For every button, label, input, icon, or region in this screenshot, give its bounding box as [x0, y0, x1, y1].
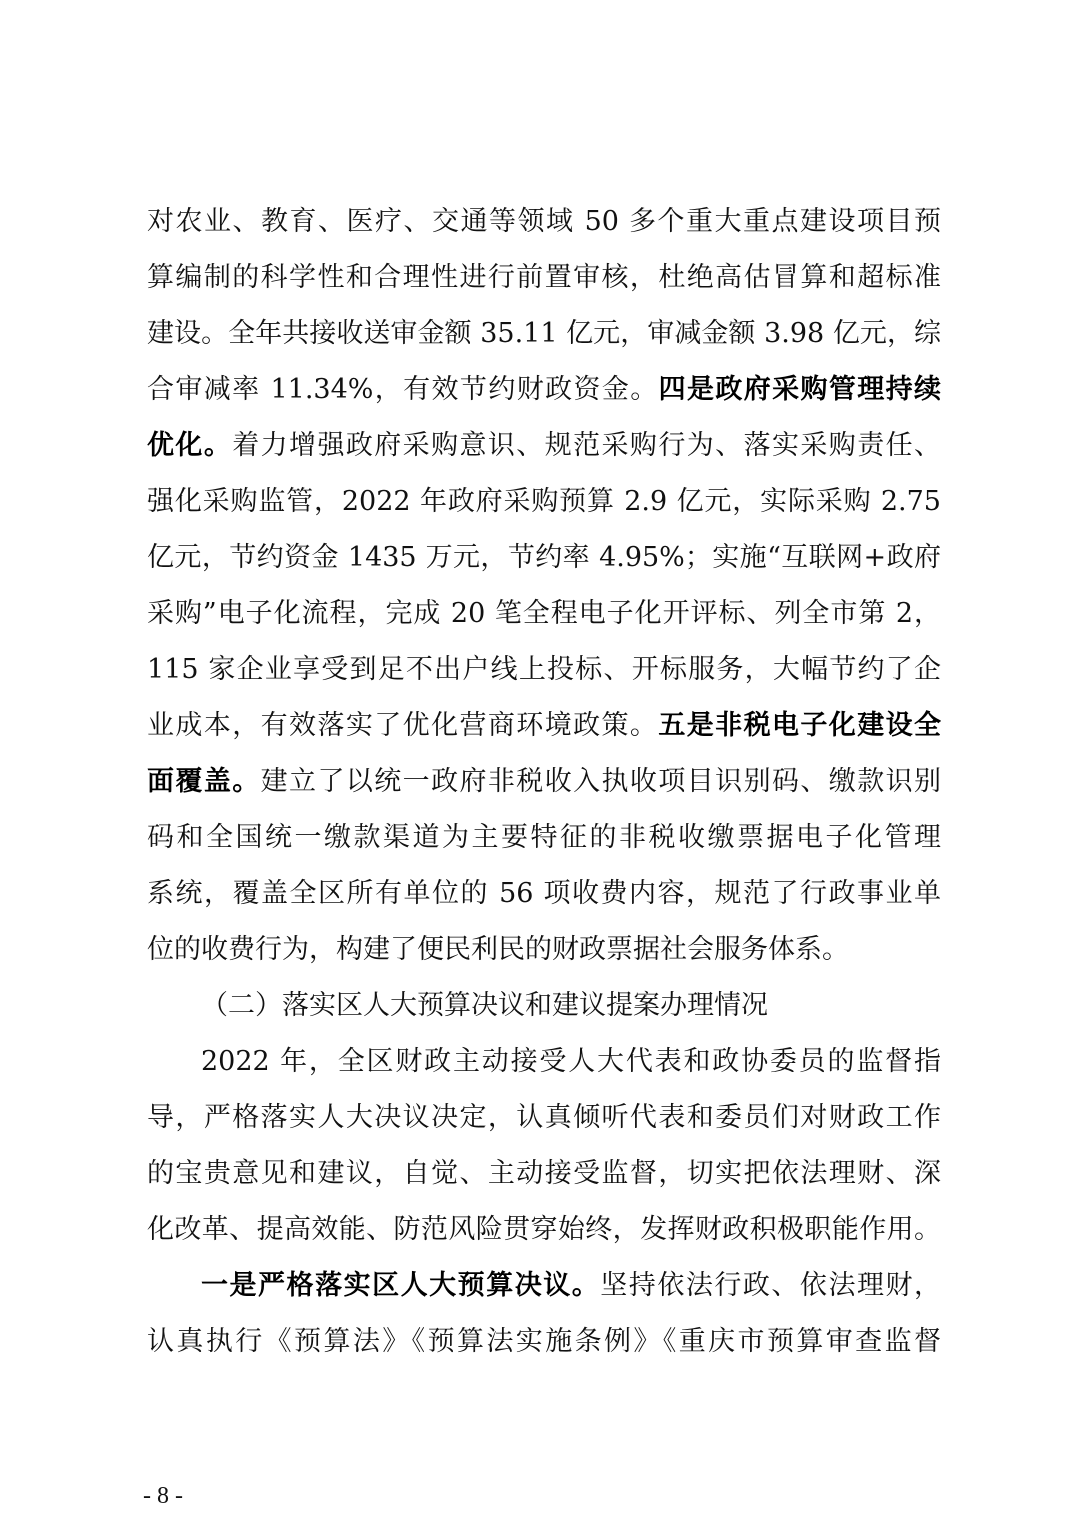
body-text-line [147, 426, 941, 466]
bold-subheading: 五是非税电子化建设全 [658, 710, 942, 741]
body-text: 合审减率 11.34%，有效节约财政资金。 [147, 374, 659, 405]
body-text-line [147, 706, 941, 746]
body-text-line: 对农业、教育、医疗、交通等领域 50 多个重大重点建设项目预 [147, 206, 941, 237]
bold-subheading: 面覆盖。 [147, 766, 261, 797]
bold-subheading: 优化。 [147, 430, 233, 461]
body-text-line: 导，严格落实人大决议决定，认真倾听代表和委员们对财政工作 [147, 1102, 941, 1133]
body-text-line: 码和全国统一缴款渠道为主要特征的非税收缴票据电子化管理 [147, 822, 941, 853]
body-text-line: 建设。全年共接收送审金额 35.11 亿元，审减金额 3.98 亿元，综 [147, 318, 941, 349]
body-text: 着力增强政府采购意识、规范采购行为、落实采购责任、 [232, 430, 942, 461]
body-text-line: 采购”电子化流程，完成 20 笔全程电子化开评标、列全市第 2， [147, 598, 941, 629]
body-text-line: 位的收费行为，构建了便民利民的财政票据社会服务体系。 [147, 934, 849, 965]
body-text-line: 认真执行《预算法》《预算法实施条例》《重庆市预算审查监督 [147, 1326, 941, 1357]
body-text-line: 系统，覆盖全区所有单位的 56 项收费内容，规范了行政事业单 [147, 878, 941, 909]
body-text: 建立了以统一政府非税收入执收项目识别码、缴款识别 [260, 766, 942, 797]
body-text-line [147, 370, 941, 410]
body-text-line: 强化采购监管，2022 年政府采购预算 2.9 亿元，实际采购 2.75 [147, 486, 941, 517]
body-text-line: 亿元，节约资金 1435 万元，节约率 4.95%；实施“互联网+政府 [147, 542, 941, 573]
bold-subheading: 四是政府采购管理持续 [658, 374, 941, 405]
bold-subheading: 一是严格落实区人大预算决议。 [201, 1270, 601, 1301]
body-text-line: 2022 年，全区财政主动接受人大代表和政协委员的监督指 [201, 1046, 941, 1077]
body-text: 业成本，有效落实了优化营商环境政策。 [147, 710, 659, 741]
body-text-line: 的宝贵意见和建议，自觉、主动接受监督，切实把依法理财、深 [147, 1158, 941, 1189]
section-heading: （二）落实区人大预算决议和建议提案办理情况 [201, 990, 768, 1021]
body-text-line: 算编制的科学性和合理性进行前置审核，杜绝高估冒算和超标准 [147, 262, 941, 293]
body-text: 坚持依法行政、依法理财， [600, 1270, 942, 1301]
body-text-line [201, 1266, 941, 1306]
body-text-line [147, 762, 941, 802]
page-number: - 8 - [143, 1483, 183, 1509]
body-text-line: 115 家企业享受到足不出户线上投标、开标服务，大幅节约了企 [147, 654, 941, 685]
body-text-line: 化改革、提高效能、防范风险贯穿始终，发挥财政积极职能作用。 [147, 1214, 941, 1245]
